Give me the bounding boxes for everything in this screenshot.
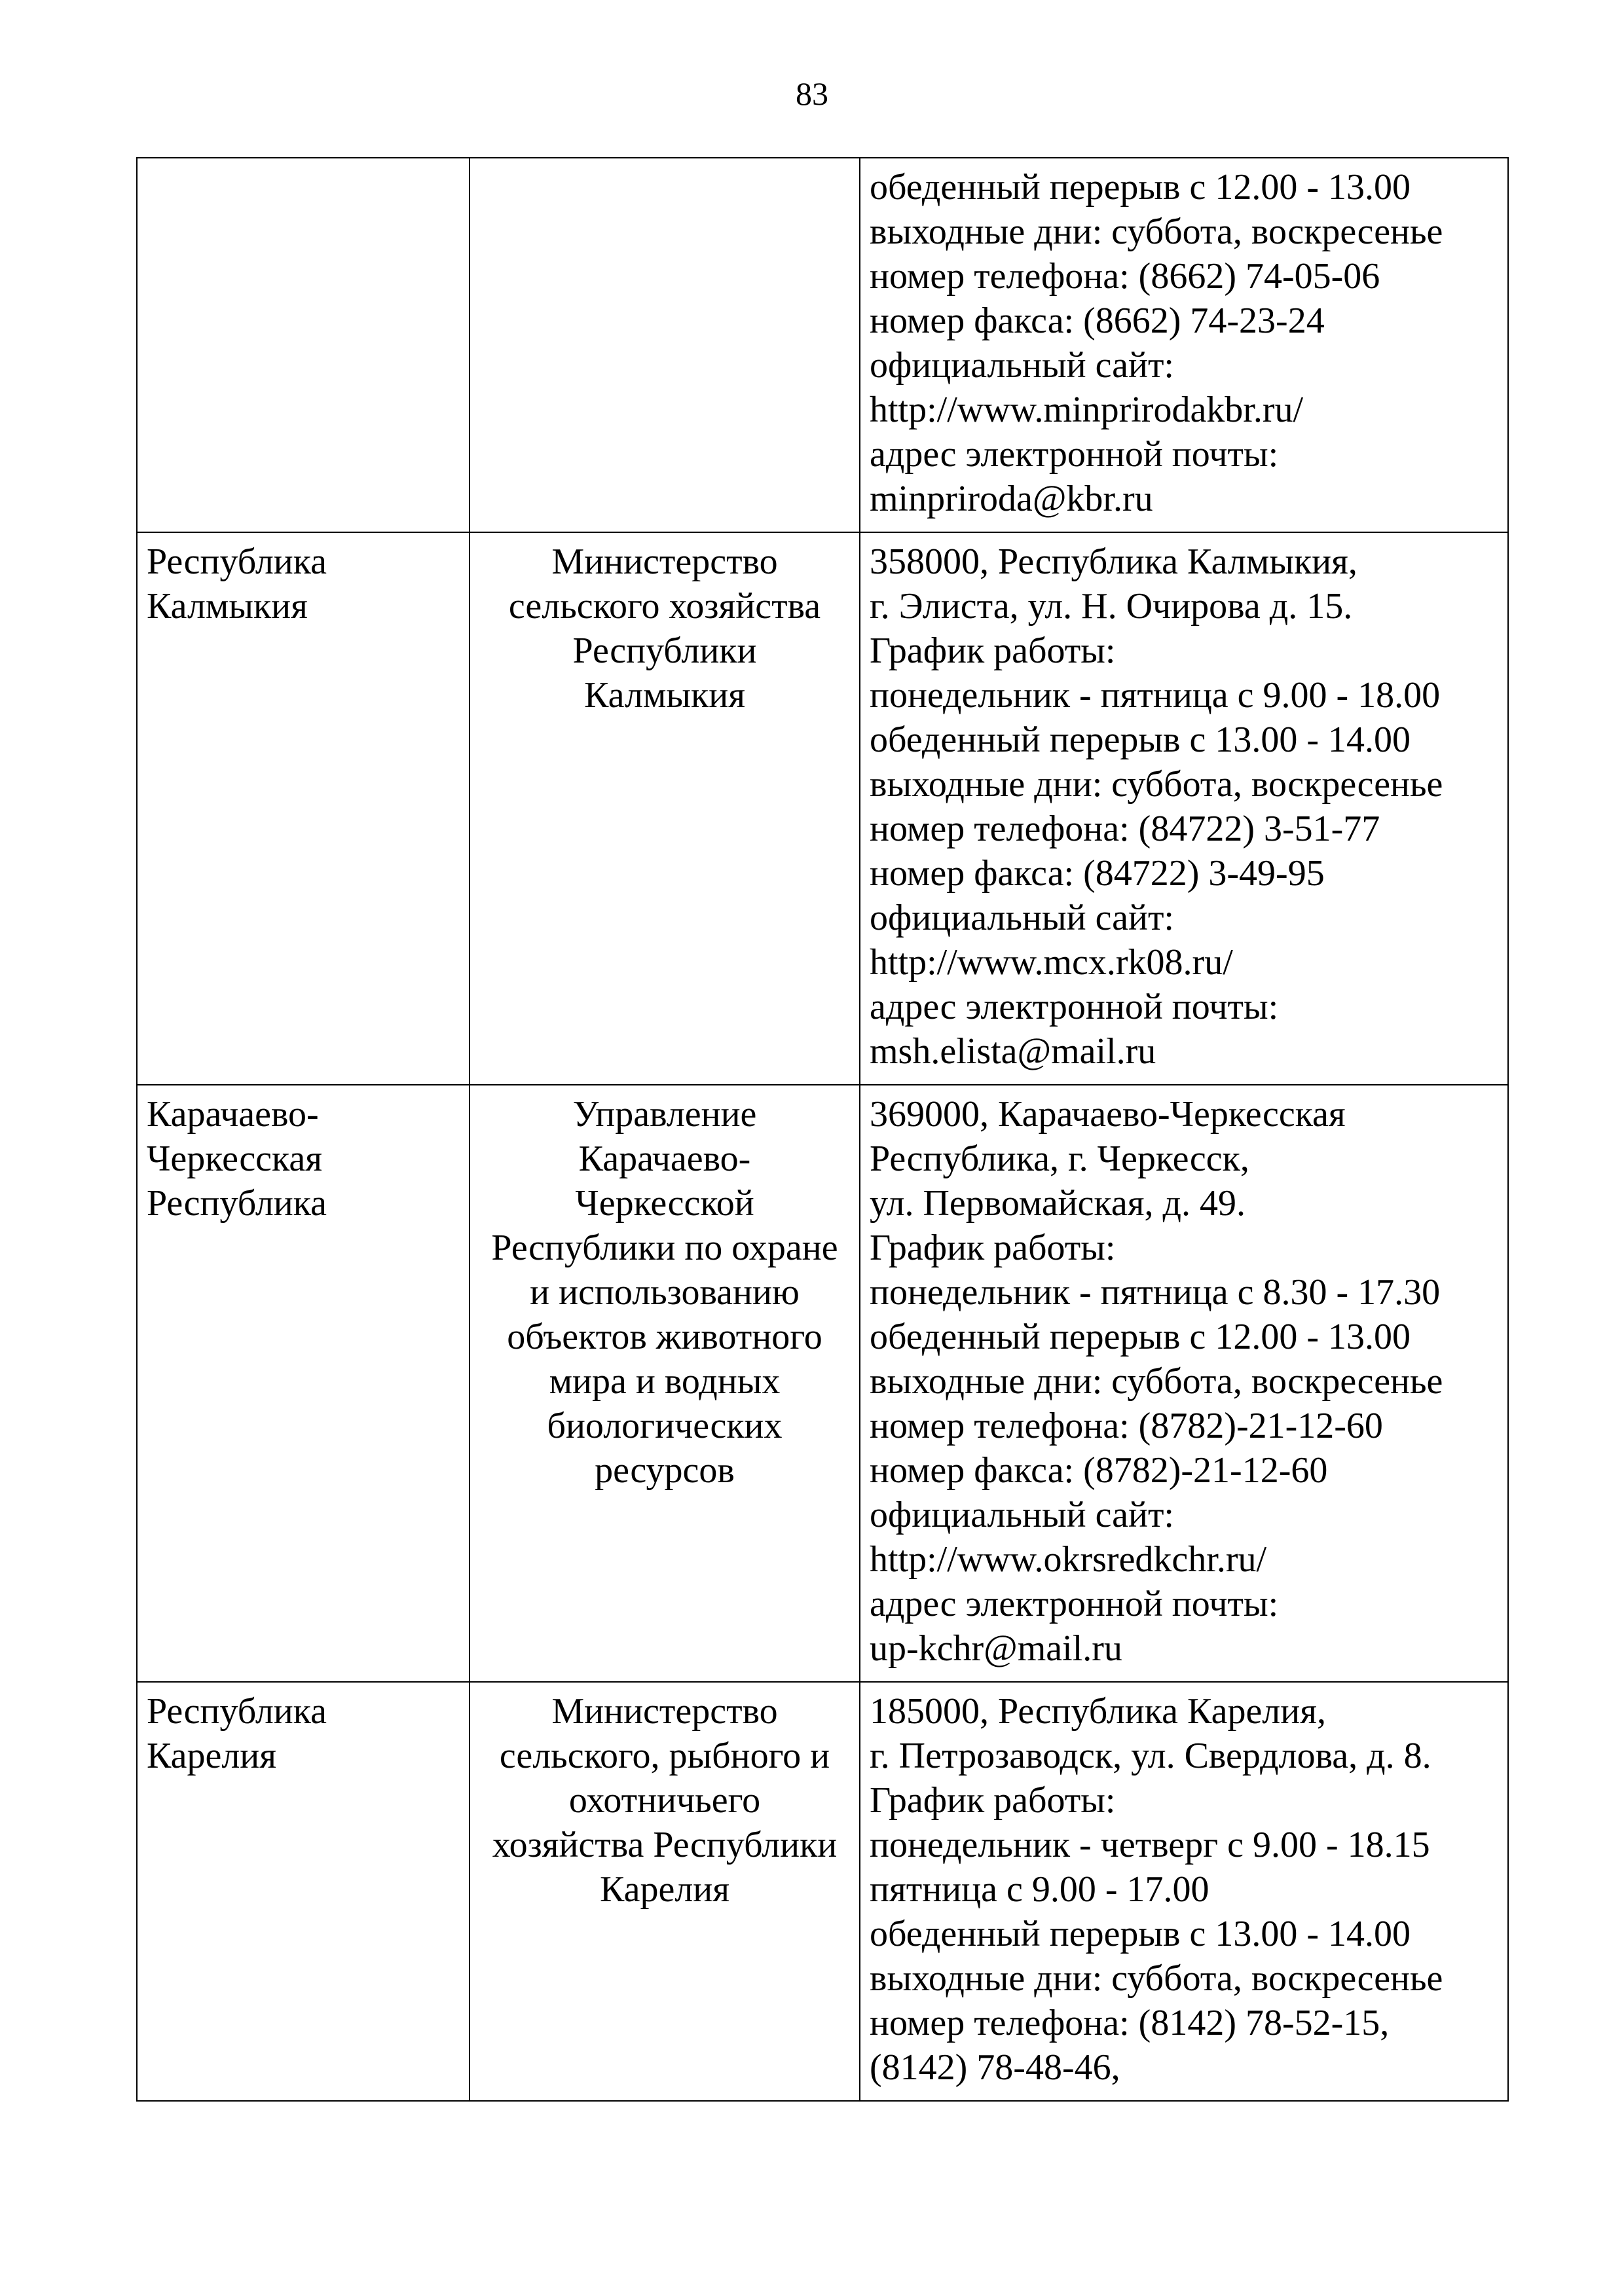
info-line: 369000, Карачаево-Черкесская (870, 1094, 1346, 1135)
organization-line: Черкесской (575, 1183, 754, 1224)
region-cell (137, 532, 470, 1085)
organization-line: Карачаево- (578, 1139, 751, 1179)
contacts-table (136, 157, 1509, 2102)
organization-line: сельского, рыбного и (499, 1736, 830, 1776)
region-line: Калмыкия (147, 586, 308, 627)
table-body (137, 158, 1508, 2101)
info-line: up-kchr@mail.ru (870, 1628, 1122, 1669)
table-row (137, 532, 1508, 1085)
info-line: 358000, Республика Калмыкия, (870, 541, 1357, 582)
organization-line: Министерство (551, 1691, 778, 1732)
info-line: пятница с 9.00 - 17.00 (870, 1869, 1209, 1910)
info-line: График работы: (870, 1780, 1116, 1821)
info-line: обеденный перерыв с 13.00 - 14.00 (870, 1914, 1411, 1954)
organization-cell (470, 158, 860, 532)
info-line: выходные дни: суббота, воскресенье (870, 211, 1443, 252)
organization-line: Республики (572, 630, 757, 671)
info-line: ул. Первомайская, д. 49. (870, 1183, 1246, 1224)
info-line: обеденный перерыв с 12.00 - 13.00 (870, 1317, 1411, 1357)
page-number: 83 (796, 75, 828, 112)
region-line: Республика (147, 1183, 327, 1224)
organization-cell (470, 1682, 860, 2101)
info-line: номер телефона: (8662) 74-05-06 (870, 256, 1380, 297)
info-line: г. Элиста, ул. Н. Очирова д. 15. (870, 586, 1353, 627)
info-cell (860, 1085, 1508, 1682)
info-line: График работы: (870, 630, 1116, 671)
region-line: Карачаево- (147, 1094, 319, 1135)
info-line: г. Петрозаводск, ул. Свердлова, д. 8. (870, 1736, 1431, 1776)
info-line: выходные дни: суббота, воскресенье (870, 1361, 1443, 1402)
info-line: номер телефона: (8142) 78-52-15, (870, 2003, 1390, 2043)
table-row (137, 1682, 1508, 2101)
info-line: номер факса: (84722) 3-49-95 (870, 853, 1325, 894)
organization-cell (470, 532, 860, 1085)
info-line: официальный сайт: (870, 345, 1174, 386)
region-line: Черкесская (147, 1139, 322, 1179)
info-line: понедельник - четверг с 9.00 - 18.15 (870, 1825, 1430, 1865)
info-line: http://www.okrsredkchr.ru/ (870, 1539, 1267, 1580)
organization-line: Карелия (600, 1869, 729, 1910)
table-row (137, 158, 1508, 532)
info-line: адрес электронной почты: (870, 1584, 1279, 1624)
info-line: официальный сайт: (870, 1495, 1174, 1535)
organization-cell (470, 1085, 860, 1682)
region-line: Республика (147, 1691, 327, 1732)
region-line: Карелия (147, 1736, 276, 1776)
info-line: адрес электронной почты: (870, 987, 1279, 1027)
info-line: номер факса: (8782)-21-12-60 (870, 1450, 1328, 1491)
organization-line: хозяйства Республики (492, 1825, 838, 1865)
info-line: обеденный перерыв с 13.00 - 14.00 (870, 720, 1411, 760)
organization-line: сельского хозяйства (508, 586, 821, 627)
info-line: http://www.minprirodakbr.ru/ (870, 390, 1304, 430)
organization-line: Министерство (551, 541, 778, 582)
info-line: График работы: (870, 1228, 1116, 1268)
info-cell (860, 532, 1508, 1085)
region-cell (137, 1085, 470, 1682)
info-line: номер телефона: (8782)-21-12-60 (870, 1406, 1383, 1446)
info-line: номер телефона: (84722) 3-51-77 (870, 809, 1380, 849)
info-line: понедельник - пятница с 8.30 - 17.30 (870, 1272, 1441, 1313)
region-cell (137, 1682, 470, 2101)
info-line: minpriroda@kbr.ru (870, 479, 1153, 519)
table-row (137, 1085, 1508, 1682)
info-line: номер факса: (8662) 74-23-24 (870, 301, 1325, 341)
region-cell (137, 158, 470, 532)
organization-line: Управление (572, 1094, 757, 1135)
info-cell (860, 158, 1508, 532)
info-line: http://www.mcx.rk08.ru/ (870, 942, 1233, 983)
info-line: понедельник - пятница с 9.00 - 18.00 (870, 675, 1441, 716)
organization-line: Калмыкия (584, 675, 745, 716)
organization-line: мира и водных (549, 1361, 781, 1402)
info-line: выходные дни: суббота, воскресенье (870, 1958, 1443, 1999)
organization-line: и использованию (530, 1272, 800, 1313)
organization-line: объектов животного (507, 1317, 822, 1357)
organization-line: биологических (547, 1406, 783, 1446)
info-line: 185000, Республика Карелия, (870, 1691, 1326, 1732)
info-line: Республика, г. Черкесск, (870, 1139, 1249, 1179)
info-line: обеденный перерыв с 12.00 - 13.00 (870, 167, 1411, 208)
info-line: официальный сайт: (870, 898, 1174, 938)
organization-line: Республики по охране (491, 1228, 838, 1268)
region-line: Республика (147, 541, 327, 582)
organization-line: ресурсов (595, 1450, 735, 1491)
info-line: (8142) 78-48-46, (870, 2047, 1120, 2088)
organization-line: охотничьего (568, 1780, 761, 1821)
info-cell (860, 1682, 1508, 2101)
info-line: адрес электронной почты: (870, 434, 1279, 475)
info-line: msh.elista@mail.ru (870, 1031, 1156, 1072)
info-line: выходные дни: суббота, воскресенье (870, 764, 1443, 805)
